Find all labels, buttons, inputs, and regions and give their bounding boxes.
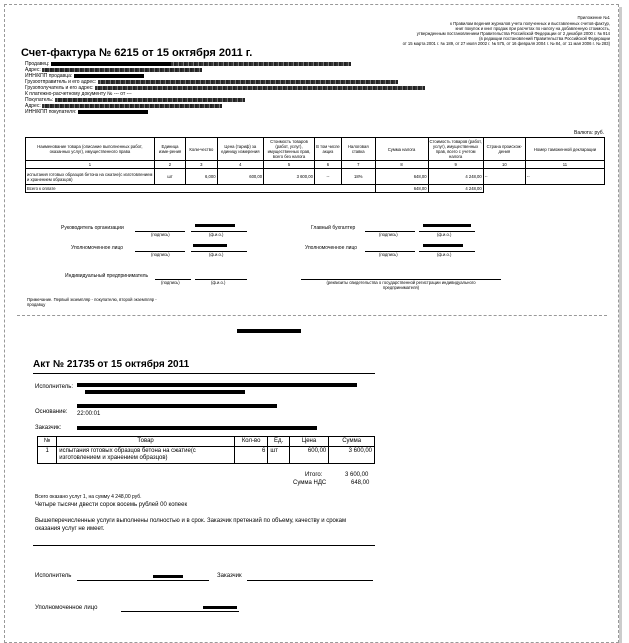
- act-col-header: Цена: [289, 437, 329, 447]
- act-col-header: Ед.: [268, 437, 289, 447]
- item-name: испытания готовых образцов бетона на сжатие(с изготовлением и хранением образцов): [26, 169, 155, 185]
- col-header: Налоговая ставка: [341, 138, 375, 161]
- act-customer-sign-label: Заказчик: [217, 573, 242, 579]
- act-summary: Всего оказано услуг 1, на сумму 4 248,00 руб.: [35, 494, 142, 500]
- col-number: 2: [154, 161, 185, 169]
- act-col-header: Товар: [57, 437, 235, 447]
- col-header: Цена (тариф) за единицу измерения: [217, 138, 264, 161]
- act-vat-label: Сумма НДС: [293, 480, 327, 486]
- item-declaration: --: [525, 169, 604, 185]
- buyer-address-field: Адрес:: [25, 103, 485, 109]
- act-amount-words: Четыре тысячи двести сорок восемь рублей 00 копеек: [35, 502, 188, 508]
- buyer-field: Покупатель:: [25, 97, 485, 103]
- col-number: 9: [428, 161, 483, 169]
- total-label: Всего к оплате: [26, 185, 376, 193]
- accountant-sign-label: Главный бухгалтер: [311, 225, 356, 231]
- buyer-inn-field: ИНН/КПП покупателя:: [25, 109, 485, 115]
- act-statement: Вышеперечисленные услуги выполнены полностью и в срок. Заказчик претензий по объему, качеству и срокам оказания услуг не имеет.: [35, 518, 347, 532]
- act-col-header: №: [38, 437, 57, 447]
- authorized-name-hint-2: (ф.и.о.): [437, 252, 452, 257]
- item-cost: 3 600,00: [264, 169, 315, 185]
- act-header-row: [38, 437, 375, 447]
- col-header: Стоимость товаров (работ, услуг), имущественных прав, всего с учетом налога: [429, 139, 482, 159]
- col-number: 6: [314, 161, 341, 169]
- entrepreneur-name-hint: (ф.и.о.): [211, 280, 226, 285]
- col-header: Номер таможенной декларации: [525, 138, 604, 161]
- document-page: [4, 4, 619, 643]
- col-number: 5: [264, 161, 315, 169]
- total-tax: 648,00: [375, 185, 428, 193]
- act-col-header: Кол-во: [234, 437, 267, 447]
- shipper-field: Грузоотправитель и его адрес:: [25, 79, 485, 85]
- col-number: 3: [186, 161, 217, 169]
- act-item-sum: 3 600,00: [329, 447, 375, 464]
- head-name-hint: (ф.и.о.): [209, 232, 224, 237]
- invoice-number-row: [26, 161, 605, 169]
- invoice-title: Счет-фактура № 6215 от 15 октября 2011 г.: [21, 47, 253, 59]
- item-qty: 6,000: [186, 169, 217, 185]
- header-note: [230, 21, 610, 46]
- act-item-unit: шт: [268, 447, 289, 464]
- seller-inn-field: ИНН/КПП продавца:: [25, 73, 485, 79]
- entrepreneur-signature-hint: (подпись): [161, 280, 180, 285]
- act-executor-sign-label: Исполнитель: [35, 573, 72, 579]
- invoice-table: [25, 137, 605, 193]
- item-total: 4 248,00: [428, 169, 483, 185]
- authorized-name-hint: (ф.и.о.): [209, 252, 224, 257]
- total-empty: [483, 185, 604, 193]
- act-item-num: 1: [38, 447, 57, 464]
- header-note-line: к Правилам ведения журналов учета полученных и выставленных счетов-фактур,: [450, 21, 610, 26]
- header-note-line: утвержденным постановлением Правительства Российской Федерации от 2 декабря 2000 г. № 914: [416, 31, 610, 36]
- item-unit: шт: [154, 169, 185, 185]
- col-number: 10: [483, 161, 525, 169]
- act-item-price: 600,00: [289, 447, 329, 464]
- total-sum: 4 248,00: [428, 185, 483, 193]
- item-rate: 18%: [341, 169, 375, 185]
- invoice-header-row: [26, 138, 605, 161]
- act-executor-label: Исполнитель:: [35, 384, 74, 390]
- act-item-row: [38, 447, 375, 464]
- authorized-signature-hint: (подпись): [151, 252, 170, 257]
- item-price: 600,00: [217, 169, 264, 185]
- authorized-sign-label: Уполномоченное лицо: [71, 245, 124, 251]
- accountant-signature-hint: (подпись): [379, 232, 398, 237]
- head-sign-label: Руководитель организации: [61, 225, 124, 231]
- col-header: Единица изме-рения: [154, 138, 185, 161]
- act-total-label: Итого:: [305, 472, 323, 478]
- invoice-item-row: [26, 169, 605, 185]
- head-signature-hint: (подпись): [151, 232, 170, 237]
- header-note-line: книг покупок и книг продаж при расчетах по налогу на добавленную стоимость,: [455, 26, 610, 31]
- payment-doc-field: К платежно-расчетному документу № --- от ---: [25, 91, 132, 97]
- act-basis-label: Основание:: [35, 409, 68, 415]
- consignee-field: Грузополучатель и его адрес:: [25, 85, 485, 91]
- act-title: Акт № 21735 от 15 октября 2011: [33, 359, 190, 370]
- col-header: В том числе акциз: [314, 138, 341, 161]
- col-header: Стоимость товаров (работ, услуг), имущественных прав, всего без налога: [264, 138, 315, 161]
- appendix-label: Приложение №1: [577, 15, 610, 20]
- col-header: Наименование товара (описание выполненных работ, оказанных услуг), имущественного права: [26, 138, 155, 161]
- header-note-line: от 15 марта 2001 г. № 189, от 27 июля 2002 г. № 575, от 16 февраля 2004 г. № 84, от 11 мая 2006 г. № 283): [402, 41, 610, 46]
- item-excise: --: [314, 169, 341, 185]
- item-tax: 648,00: [375, 169, 428, 185]
- entrepreneur-sign-label: Индивидуальный предприниматель: [65, 273, 149, 279]
- item-country: --: [483, 169, 525, 185]
- col-number: 11: [525, 161, 604, 169]
- act-total-value: 3 600,00: [345, 472, 369, 478]
- act-basis-time: 22:00:01: [77, 411, 101, 417]
- invoice-total-row: [26, 185, 605, 193]
- currency-label: Валюта: руб.: [574, 130, 604, 136]
- col-number: 7: [341, 161, 375, 169]
- act-table: [37, 436, 375, 464]
- col-number: 4: [217, 161, 264, 169]
- col-header: Сумма налога: [375, 138, 428, 161]
- seller-field: Продавец:: [25, 61, 485, 67]
- col-number: 1: [26, 161, 155, 169]
- act-item-name: испытания готовых образцов бетона на сжатие(с изготовлением и хранением образцов): [57, 447, 235, 464]
- authorized-signature-hint-2: (подпись): [379, 252, 398, 257]
- act-col-header: Сумма: [329, 437, 375, 447]
- act-authorized-sign-label: Уполномоченное лицо: [35, 605, 98, 611]
- col-number: 8: [375, 161, 428, 169]
- accountant-name-hint: (ф.и.о.): [437, 232, 452, 237]
- act-vat-value: 648,00: [351, 480, 370, 486]
- invoice-fields: [25, 61, 485, 115]
- seller-address-field: Адрес:: [25, 67, 485, 73]
- act-customer-label: Заказчик:: [35, 425, 62, 431]
- authorized-sign-label-2: Уполномоченное лицо: [305, 245, 358, 251]
- header-note-line: (в редакции постановлений Правительства Российской Федерации: [479, 36, 610, 41]
- act-item-qty: 6: [234, 447, 267, 464]
- reg-hint: (реквизиты свидетельства о государственной регистрации индивидуального предпринимателя): [326, 280, 476, 290]
- col-header: Коли-чество: [186, 138, 217, 161]
- invoice-note: Примечание. Первый экземпляр - покупателю, второй экземпляр - продавцу: [27, 297, 157, 307]
- col-header: Страна происхож-дения: [483, 138, 525, 161]
